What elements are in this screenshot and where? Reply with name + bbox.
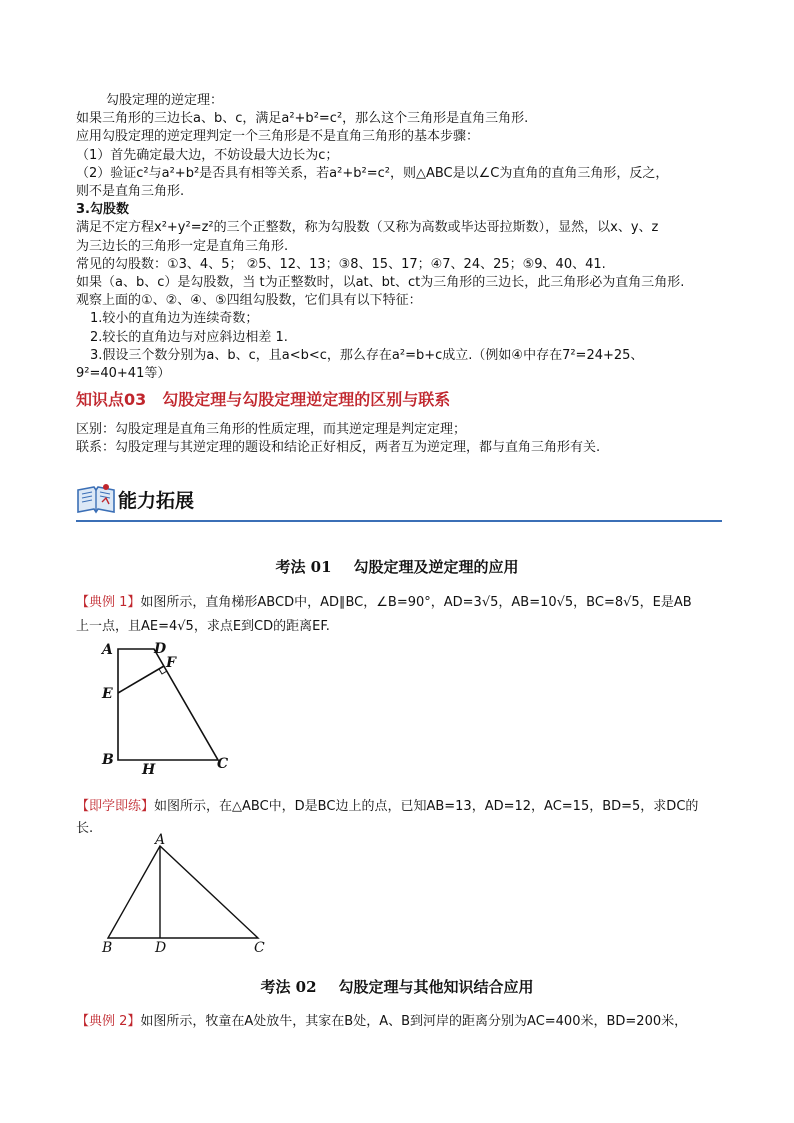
section3-heading: 3.勾股数 xyxy=(76,202,129,218)
intro-line: 则不是直角三角形. xyxy=(76,184,185,200)
practice-line: 长. xyxy=(76,821,94,837)
example1-line: 如图所示，直角梯形ABCD中，AD∥BC，∠B=90°，AD=3√5，AB=10√5，BC=8√5，E是AB xyxy=(140,595,692,610)
example1-tag: 【典例 1】 xyxy=(76,595,141,610)
kp03-code: 知识点03 xyxy=(76,390,147,410)
method01-title xyxy=(0,556,794,577)
kp03-line: 联系：勾股定理与其逆定理的题设和结论正好相反，两者互为逆定理，都与直角三角形有关. xyxy=(76,440,601,456)
method02-code: 考法 02 xyxy=(260,978,317,996)
intro-line: （1）首先确定最大边，不妨设最大边长为c； xyxy=(76,147,339,163)
label-c: C xyxy=(217,756,229,772)
method02-title-text: 勾股定理与其他知识结合应用 xyxy=(338,978,534,996)
intro-line: （2）验证c²与a²+b²是否具有相等关系，若a²+b²=c²，则△ABC是以∠C为直角的直角三角形，反之， xyxy=(76,165,669,181)
practice-line: 如图所示，在△ABC中，D是BC边上的点，已知AB=13，AD=12，AC=15，BD=5，求DC的 xyxy=(154,799,699,814)
label-a: A xyxy=(155,832,166,848)
label-f: F xyxy=(166,655,176,671)
section3-line: 满足不定方程x²+y²=z²的三个正整数，称为勾股数（又称为高数或毕达哥拉斯数），显然，以x、y、z xyxy=(76,220,659,236)
intro-block xyxy=(76,92,726,458)
kp03-title-text: 勾股定理与勾股定理逆定理的区别与联系 xyxy=(162,390,451,410)
kp03-title xyxy=(76,389,726,411)
label-h: H xyxy=(142,762,156,778)
section3-line: 如果（a、b、c）是勾股数，当 t为正整数时，以at、bt、ct为三角形的三边长，此三角形必为直角三角形. xyxy=(76,275,685,291)
example2-tag: 【典例 2】 xyxy=(76,1014,141,1029)
feature-item: 1.较小的直角边为连续奇数； xyxy=(90,311,259,327)
section3-line: 观察上面的①、②、④、⑤四组勾股数，它们具有以下特征： xyxy=(76,293,422,309)
example1-line: 上一点，且AE=4√5，求点E到CD的距离EF. xyxy=(76,619,330,635)
example2 xyxy=(76,1013,726,1031)
method01-title-text: 勾股定理及逆定理的应用 xyxy=(353,558,519,576)
section3-line: 为三边长的三角形一定是直角三角形. xyxy=(76,238,289,254)
section-header-label: 能力拓展 xyxy=(118,490,195,512)
example1 xyxy=(76,594,726,636)
intro-line: 如果三角形的三边长a、b、c，满足a²+b²=c²，那么这个三角形是直角三角形. xyxy=(76,111,529,127)
label-c: C xyxy=(254,940,265,956)
label-d: D xyxy=(154,641,167,657)
practice-tag: 【即学即练】 xyxy=(76,799,155,814)
kp03-line: 区别：勾股定理是直角三角形的性质定理，而其逆定理是判定定理； xyxy=(76,422,467,438)
example2-line: 如图所示，牧童在A处放牛，其家在B处，A、B到河岸的距离分别为AC=400米，BD=200米， xyxy=(140,1014,688,1029)
trapezoid-figure xyxy=(96,640,246,780)
label-b: B xyxy=(102,752,114,768)
intro-line: 勾股定理的逆定理： xyxy=(106,93,224,108)
method02-title xyxy=(0,976,794,997)
section3-line: 常见的勾股数：①3、4、5； ②5、12、13；③8、15、17；④7、24、25；⑤9、40、41. xyxy=(76,256,606,272)
label-a: A xyxy=(102,642,113,658)
triangle-outline xyxy=(108,846,258,938)
book-icon xyxy=(76,482,116,516)
feature-continuation: 9²=40+41等） xyxy=(76,366,171,382)
label-b: B xyxy=(102,940,113,956)
label-d: D xyxy=(155,940,167,956)
method01-code: 考法 01 xyxy=(275,558,332,576)
feature-item: 3.假设三个数分别为a、b、c，且a<b<c，那么存在a²=b+c成立.（例如④中存在7²=24+25、 xyxy=(90,347,644,363)
intro-line: 应用勾股定理的逆定理判定一个三角形是不是直角三角形的基本步骤： xyxy=(76,129,480,145)
label-e: E xyxy=(102,686,113,702)
triangle-figure xyxy=(98,832,278,956)
section-header xyxy=(76,482,722,522)
feature-item: 2.较长的直角边与对应斜边相差 1. xyxy=(90,329,288,345)
segment-ef xyxy=(118,666,164,693)
